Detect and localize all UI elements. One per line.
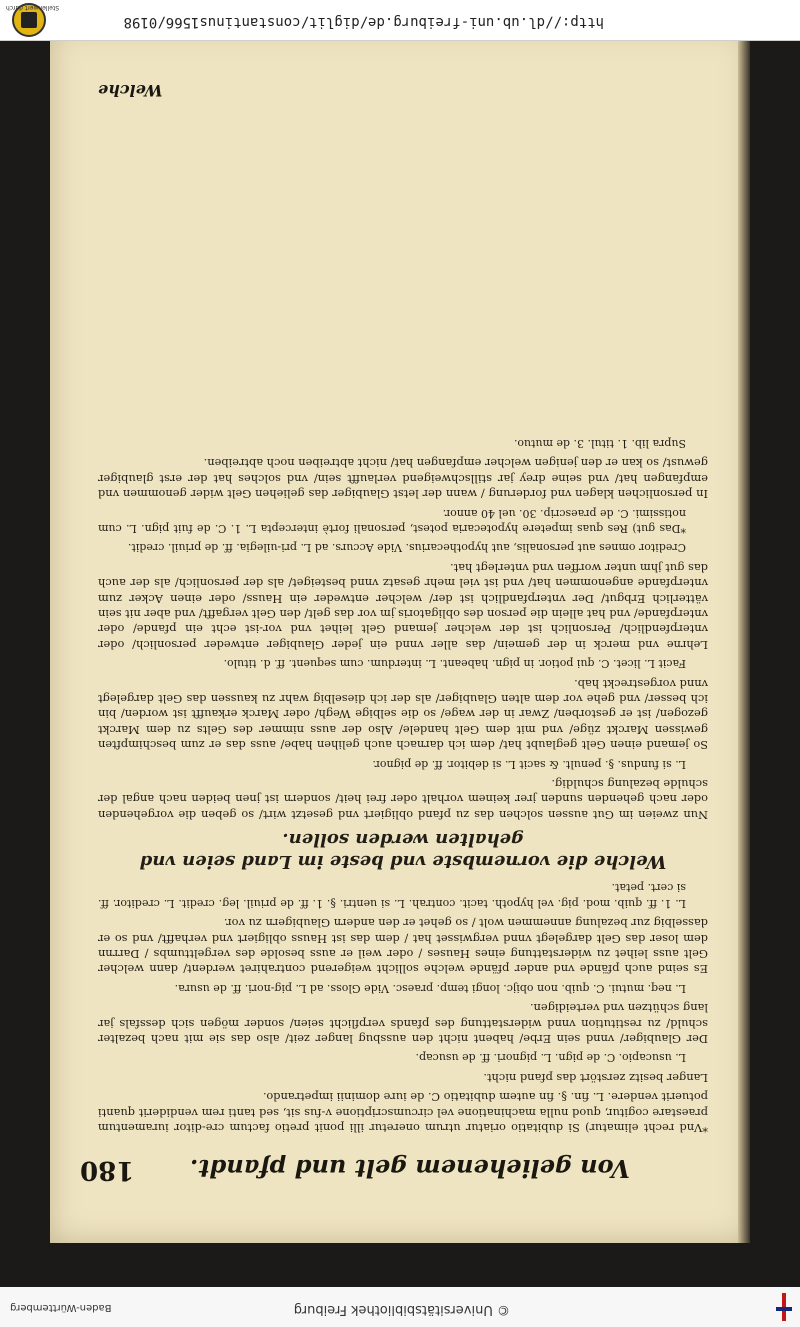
scanned-page-area <box>0 40 800 1287</box>
catchword: Welche <box>98 81 163 100</box>
citation: Creditor omnes aut personalis, aut hypothecarius. Vide Accurs. ad L. pri-uilegia. ff. de priuil. credit. <box>127 541 686 555</box>
page-gutter <box>738 27 750 1243</box>
region-label: Baden-Württemberg <box>10 1302 112 1313</box>
section-heading: Welche die vornembste vnd beste im Land seien vnd gehalten werden sollen. <box>139 828 667 872</box>
permalink-url[interactable]: http://dl.ub.uni-freiburg.de/diglit/constantinus1566/0198 <box>123 14 604 30</box>
paragraph: Nun zweien im Gut aussen solchen das zu pfand obligiert vnd gesetzt wirt/ so geben die vorgehenden oder nach gehenden sunden jrer keinem vorhalt oder frei heit/ sondern ist jnen beiden nach angal der schulde bezalung schuldig. <box>98 777 708 822</box>
citation: L. si fundus. §. penult. & sacit L. si debitor. ff. de pignor. <box>372 757 686 771</box>
paragraph: Langer besitz zerstört das pfand nicht. <box>483 1070 708 1085</box>
paragraph: In personlichen klagen vnd forderung / wann der letst Glaubiger das geliehen Gelt wider genommen vnd empfangen hat/ vnd seine drey jar stillschweigend verlaufft sein/ vnd solches hat der erst glaubiger gewust/ so kan er den jenigen welcher empfangen hat/ nicht abtreiben noch abtreiben. <box>98 456 708 502</box>
paragraph: *Vnd recht elimatur) Si dubitatio oriatur utrum oneretur illi ponit pretio factum cre-ditor iuramentum praestare cogitur, quod nulla machinatione vel circumscriptione v-fus sit, sed tanti rem vendiderit quanti potuerit vendere. L. fin. §. fin autem dubitatio C. de iure dominii impetrando. <box>98 1090 708 1135</box>
citation: L. neq. mutui. C. quib. non obijc. longi temp. praesc. Vide Gloss. ad L. pig-nori. ff. de usura. <box>174 981 686 995</box>
running-head: Von geliehenem gelt und pfandt. <box>190 1154 630 1183</box>
paragraph: Lehrne vnd merck in der gemein/ das aller vnnd ein jeder Glaubiger entweder personlich/ oder vnterpfendlich/ Personlich ist der welcher jemand Gelt leihet vnd vor-ist echt ein pfande/ oder vnterpfande/ vnd hat allein die person des obligatoris jm vor das gelt/ den Gelt vergafft/ vnd aber nit sein vätterlich Erbgut/ Der vnterpfandlich ist der/ welcher entweder ein Hauss/ oder einen Acker zum vnterpfande angenommen hat/ vnd ist viel mehr gesatz vnnd besteiget/ als der personlich/ als der auch das gut jhm unter worffen vnd vnterlegt hat. <box>98 560 708 652</box>
citation: *Das gut) Res quas impetere hypotecaria potest, personali fortè intercepta L. 1. C. de fuit pign. L. cum notissimi. C. de praescrip. 30. uel 40 annor. <box>98 506 686 535</box>
paragraph: Der Glaubiger/ vnnd sein Erbe/ habent nicht den aussbug langer zeit/ also das sie mit nach bezalter schuld/ zu restitution vnnd widerstattung des pfands verpflicht seien/ sonder mögen sich dessfals jar lang schützen vnd verteidigen. <box>98 1001 708 1046</box>
viewer-copyright-bar <box>0 1286 800 1327</box>
viewer-url-bar <box>0 0 800 41</box>
book-page <box>50 27 750 1243</box>
paragraph: Es seind auch pfände vnd ander pfände welche sollicht weigerend contrahiret werdent/ dann welcher Gelt auss leihet zu widerstattung eines Hauses / oder weil er auss besolde des vergelttumbs / Darrnn dem loser das Gelt dargelegt vnnd vergwisset hat / dem das ist Hauss obligiert vnd verhafft/ vnd so er dasselbig zur bezalung annemmen wolt / so gehet er den andern Glaubigern zu vor. <box>98 916 708 977</box>
library-logo-icon <box>776 1293 792 1321</box>
citation: L. usucapio. C. de pign. L. pignori. ff. de usucap. <box>415 1051 686 1065</box>
page-body <box>98 432 708 1135</box>
citation: Supra lib. 1. titul. 3. de mutuo. <box>514 436 686 450</box>
copyright-notice: © Universitätsbibliothek Freiburg <box>293 1302 510 1317</box>
seal-label: Stellenwert durch <box>6 4 60 11</box>
paragraph: So jemand einen Gelt geglaubt hat/ dem ich darnach auch gelihen habe/ auss das er zum beschimpften gewissen Marckt züge/ vnd mit dem Gelt handele/ Also der auss nimmer des Gelts zu dem Marckt gezogen/ ist er gestorben/ Zwar in der wage/ so die selbige Wegh/ oder Marck erkaufft ist worden/ bin ich besser/ vnd gehe vor dem alten Glaubiger/ als der ich dieselbig wahr zu kaussen das Gelt dargelegt vnnd vorgestreckt hab. <box>98 676 708 753</box>
page-header <box>80 1145 720 1185</box>
citation: L. 1. ff. quib. mod. pig. vel hypoth. tacit. contrah. L. si uentri. §. 1. ff. de priuil. leg. credit. L. creditor. ff. si cert. petat. <box>98 881 686 910</box>
page-number: 180 <box>80 1155 135 1185</box>
citation: Facit L. licet. C. qui potior. in pign. habeant. L. interdum. cum sequent. ff. d. titulo. <box>223 657 686 671</box>
